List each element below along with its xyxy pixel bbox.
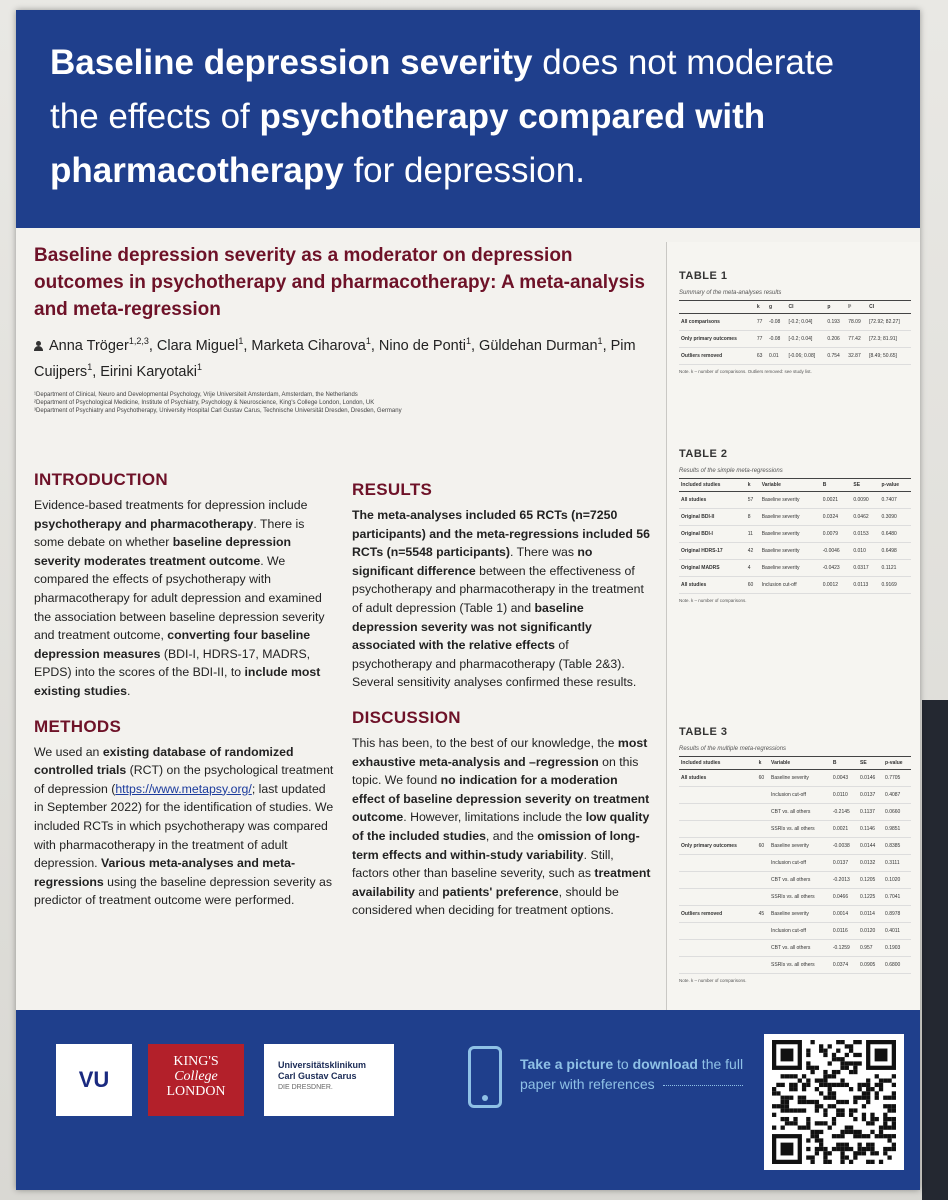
table-cell: 0.1137 — [858, 804, 883, 821]
table-cell: -0.2013 — [831, 872, 858, 889]
table-cell: 0.0905 — [858, 957, 883, 974]
table-cell: 0.0090 — [851, 492, 879, 509]
affiliation-line: ³Department of Psychiatry and Psychotherapy, University Hospital Carl Gustav Carus, Technische Universität Dresden, Dresden, Germany — [34, 407, 402, 414]
table-header-cell: Variable — [760, 479, 821, 492]
vu-logo: VU — [56, 1044, 132, 1116]
table-cell: Original HDRS-17 — [679, 543, 746, 560]
table-cell: 0.0116 — [831, 923, 858, 940]
table-cell: 0.0021 — [821, 492, 852, 509]
table-note: Note. k – number of comparisons. — [679, 598, 747, 603]
table-cell: 0.8385 — [883, 838, 911, 855]
table-cell: 45 — [757, 906, 769, 923]
table-cell: Baseline severity — [760, 526, 821, 543]
table-header-cell: k — [755, 301, 767, 314]
table-cell: Original BDI-II — [679, 509, 746, 526]
table-cell: 0.1121 — [880, 560, 911, 577]
author-name: Marketa Ciharova$^1$ — [251, 336, 371, 354]
cta-part-4: the full paper with references — [520, 1056, 744, 1092]
side-edge — [922, 700, 948, 1200]
title-fragment: does not moderate the effects of — [50, 43, 835, 136]
table-cell: Only primary outcomes — [679, 838, 757, 855]
kings-college-logo — [148, 1044, 244, 1116]
table-cell: 0.754 — [825, 348, 846, 365]
main-content — [34, 242, 656, 918]
data-table — [679, 300, 911, 365]
table-cell: 78.09 — [846, 314, 867, 331]
table-2 — [679, 448, 911, 604]
ukd-line-1: Universitätsklinikum — [278, 1060, 367, 1070]
methods-text: We used an existing database of randomized controlled trials (RCT) on the psychological treatment of depression (https://www.metapsy.org/; last updated in September 2022) for the identification of studies. We included RCTs in which psychotherapy was compared with pharmacotherapy in the treatment of adult depression. Various meta-analyses and meta-regressions using the baseline depression severity as predictor of treatment outcome were performed. — [34, 744, 334, 908]
table-label: TABLE 3 — [679, 726, 728, 738]
table-cell: 77 — [755, 314, 767, 331]
table-note: Note. k – number of comparisons. — [679, 978, 747, 983]
poster-title — [50, 36, 880, 198]
table-cell: 63 — [755, 348, 767, 365]
table-cell: Baseline severity — [769, 906, 831, 923]
table-cell — [679, 855, 757, 872]
table-cell: Baseline severity — [760, 509, 821, 526]
table-cell: [-0.2; 0.04] — [786, 314, 825, 331]
table-header-cell: B — [831, 757, 858, 770]
table-cell — [679, 804, 757, 821]
table-cell: 0.9851 — [883, 821, 911, 838]
table-cell: Original MADRS — [679, 560, 746, 577]
table-header-cell: Included studies — [679, 479, 746, 492]
table-cell — [757, 787, 769, 804]
table-cell — [757, 804, 769, 821]
table-cell — [679, 821, 757, 838]
table-cell: 0.0466 — [831, 889, 858, 906]
table-cell: SSRIs vs. all others — [769, 889, 831, 906]
table-header-cell: SE — [851, 479, 879, 492]
table-cell: 0.0079 — [821, 526, 852, 543]
table-cell: 0.0374 — [831, 957, 858, 974]
table-cell: All studies — [679, 770, 757, 787]
table-cell: 0.3111 — [883, 855, 911, 872]
smartphone-icon — [468, 1046, 502, 1108]
table-cell: 0.0324 — [821, 509, 852, 526]
table-cell: 0.0317 — [851, 560, 879, 577]
table-row — [679, 577, 911, 594]
author-name: Anna Tröger$^{1,2,3}$ — [49, 336, 149, 354]
table-cell: [8.49; 50.65] — [867, 348, 911, 365]
kcl-line-1: KING'S — [173, 1054, 219, 1069]
tables-panel — [666, 242, 920, 1010]
column-right — [352, 480, 652, 936]
table-row — [679, 804, 911, 821]
table-cell: 0.0153 — [851, 526, 879, 543]
table-row — [679, 838, 911, 855]
table-cell: 0.4011 — [883, 923, 911, 940]
table-row — [679, 492, 911, 509]
table-cell: 0.206 — [825, 331, 846, 348]
table-header-cell: CI — [786, 301, 825, 314]
table-cell: All studies — [679, 492, 746, 509]
table-cell: Baseline severity — [760, 560, 821, 577]
table-cell: -0.2145 — [831, 804, 858, 821]
table-row — [679, 560, 911, 577]
table-row — [679, 940, 911, 957]
table-cell — [679, 923, 757, 940]
table-cell: 0.193 — [825, 314, 846, 331]
qr-code-graphic — [770, 1040, 898, 1164]
table-header-cell: g — [767, 301, 787, 314]
table-cell: SSRIs vs. all others — [769, 957, 831, 974]
table-cell: 0.1205 — [858, 872, 883, 889]
table-cell: 0.0144 — [858, 838, 883, 855]
table-cell: -0.0046 — [821, 543, 852, 560]
table-cell: CBT vs. all others — [769, 940, 831, 957]
table-cell: [-0.2; 0.04] — [786, 331, 825, 348]
kcl-line-3: LONDON — [166, 1084, 226, 1099]
table-cell — [757, 940, 769, 957]
author-name: Clara Miguel$^1$ — [156, 336, 244, 354]
table-cell: 0.7041 — [883, 889, 911, 906]
table-cell — [757, 889, 769, 906]
introduction-text: Evidence-based treatments for depression include psychotherapy and pharmacotherapy. There is some debate on whether baseline depression severity moderates treatment outcome. We compared the effects of psychotherapy with pharmacotherapy for adult depression and examined the association between baseline depression severity and treatment outcome, converting four baseline depression measures (BDI-I, HDRS-17, MADRS, EPDS) into the scores of the BDI-II, to include most existing studies. — [34, 498, 325, 698]
table-cell: 0.7705 — [883, 770, 911, 787]
introduction-heading: INTRODUCTION — [34, 470, 168, 489]
table-3 — [679, 726, 911, 984]
table-row — [679, 855, 911, 872]
qr-code-icon[interactable] — [764, 1034, 904, 1170]
table-cell: 0.0012 — [821, 577, 852, 594]
table-cell: 4 — [746, 560, 760, 577]
cta-part-2: to — [613, 1056, 633, 1072]
table-cell: 0.0462 — [851, 509, 879, 526]
table-cell — [679, 872, 757, 889]
table-row — [679, 509, 911, 526]
table-row — [679, 331, 911, 348]
table-cell — [679, 957, 757, 974]
table-cell: 42 — [746, 543, 760, 560]
table-cell: Baseline severity — [769, 770, 831, 787]
table-cell: 0.01 — [767, 348, 787, 365]
table-cell: [-0.06; 0.08] — [786, 348, 825, 365]
table-label: TABLE 1 — [679, 270, 728, 282]
table-row — [679, 770, 911, 787]
table-cell — [757, 923, 769, 940]
table-cell: Baseline severity — [760, 492, 821, 509]
dotted-arrow — [663, 1085, 743, 1086]
results-heading: RESULTS — [352, 480, 433, 499]
discussion-heading: DISCUSSION — [352, 707, 461, 727]
table-cell: 0.0114 — [858, 906, 883, 923]
table-cell: 0.6800 — [883, 957, 911, 974]
table-cell: 0.0132 — [858, 855, 883, 872]
table-1 — [679, 270, 911, 375]
title-fragment: for depression. — [343, 151, 585, 190]
data-table — [679, 756, 911, 974]
table-cell — [757, 855, 769, 872]
table-cell: 0.6480 — [880, 526, 911, 543]
ukd-logo — [264, 1044, 394, 1116]
column-left — [34, 470, 334, 926]
kcl-line-2: College — [174, 1069, 218, 1084]
table-header-cell: p — [825, 301, 846, 314]
table-cell: 0.0021 — [831, 821, 858, 838]
table-cell — [679, 787, 757, 804]
table-note: Note. k – number of comparisons. Outliers removed: see study list. — [679, 369, 812, 374]
table-cell: CBT vs. all others — [769, 804, 831, 821]
title-fragment: psychotherapy compared with pharmacotherapy — [50, 97, 766, 190]
table-cell: SSRIs vs. all others — [769, 821, 831, 838]
table-label: TABLE 2 — [679, 448, 728, 460]
table-cell: 0.0110 — [831, 787, 858, 804]
table-row — [679, 787, 911, 804]
table-cell: -0.08 — [767, 314, 787, 331]
table-cell: [72.92; 82.27] — [867, 314, 911, 331]
table-cell: 0.0137 — [858, 787, 883, 804]
table-cell: 60 — [757, 838, 769, 855]
table-caption: Results of the simple meta-regressions — [679, 468, 783, 474]
table-row — [679, 526, 911, 543]
table-cell: 0.010 — [851, 543, 879, 560]
table-cell — [757, 957, 769, 974]
data-table — [679, 478, 911, 594]
table-row — [679, 889, 911, 906]
table-cell: 0.0120 — [858, 923, 883, 940]
author-name: Nino de Ponti$^1$ — [378, 336, 471, 354]
paper-subtitle: Baseline depression severity as a moderator on depression outcomes in psychotherapy and pharmacotherapy: A meta-analysis and meta-regression — [34, 245, 645, 320]
table-cell: Baseline severity — [769, 838, 831, 855]
table-row — [679, 957, 911, 974]
ukd-line-2: Carl Gustav Carus — [278, 1071, 357, 1081]
table-cell: All studies — [679, 577, 746, 594]
discussion-text: This has been, to the best of our knowledge, the most exhaustive meta-analysis and –regression on this topic. We found no indication for a moderation effect of baseline depression severity on treatment outcome. However, limitations include the low quality of the included studies, and the omission of long-term effects and within-study variability. Still, factors other than baseline severity, such as treatment availability and patients' preference, should be considered when deciding for treatment options. — [352, 735, 651, 918]
table-row — [679, 923, 911, 940]
table-cell: 0.1225 — [858, 889, 883, 906]
table-cell: 0.0146 — [858, 770, 883, 787]
table-cell: 0.7407 — [880, 492, 911, 509]
methods-heading: METHODS — [34, 716, 122, 736]
person-icon — [34, 341, 43, 351]
table-cell: 57 — [746, 492, 760, 509]
title-banner — [16, 10, 920, 228]
table-cell — [679, 940, 757, 957]
table-cell: 0.6498 — [880, 543, 911, 560]
table-cell: Inclusion cut-off — [769, 855, 831, 872]
table-cell: Baseline severity — [760, 543, 821, 560]
table-cell: Outliers removed — [679, 348, 755, 365]
table-cell: 0.0137 — [831, 855, 858, 872]
table-cell: Inclusion cut-off — [760, 577, 821, 594]
table-cell — [679, 889, 757, 906]
table-cell: -0.0038 — [831, 838, 858, 855]
author-name: Eirini Karyotaki$^1$ — [100, 361, 202, 380]
ukd-line-3: DIE DRESDNER. — [278, 1084, 333, 1091]
table-cell: Inclusion cut-off — [769, 923, 831, 940]
table-cell: 0.3090 — [880, 509, 911, 526]
title-fragment: Baseline depression severity — [50, 43, 533, 82]
author-list: Anna Tröger$^{1,2,3}$, Clara Miguel$^1$, Marketa Ciharova$^1$, Nino de Ponti$^1$, Güldehan Durman$^1$, Pim Cuijpers$^1$, Eirini Karyotaki$^1$ — [34, 336, 636, 380]
table-cell: 77.42 — [846, 331, 867, 348]
table-row — [679, 906, 911, 923]
table-cell: Original BDI-I — [679, 526, 746, 543]
results-text: The meta-analyses included 65 RCTs (n=7250 participants) and the meta-regressions included 56 RCTs (n=5548 participants). There was no significant difference between the effectiveness of psychotherapy and pharmacotherapy in the treatment of adult depression (Table 1) and baseline depression severity was not significantly associated with the relative effects of psychotherapy and pharmacotherapy (Table 2&3). Several sensitivity analyses confirmed these results. — [352, 508, 650, 690]
author-name: Güldehan Durman$^1$ — [479, 336, 603, 354]
table-cell: 0.0660 — [883, 804, 911, 821]
table-header-cell: I² — [846, 301, 867, 314]
affiliations — [34, 391, 656, 415]
table-header-cell: Included studies — [679, 757, 757, 770]
table-cell: CBT vs. all others — [769, 872, 831, 889]
footer-banner — [16, 1010, 920, 1190]
table-cell: 0.1020 — [883, 872, 911, 889]
table-cell: All comparisons — [679, 314, 755, 331]
table-header-cell: p-value — [883, 757, 911, 770]
table-row — [679, 543, 911, 560]
table-header-cell: Variable — [769, 757, 831, 770]
table-row — [679, 348, 911, 365]
table-cell: 0.1903 — [883, 940, 911, 957]
table-header-cell — [679, 301, 755, 314]
cta-part-3: download — [632, 1056, 698, 1072]
table-cell: -0.1259 — [831, 940, 858, 957]
table-cell — [757, 872, 769, 889]
table-cell: 0.0113 — [851, 577, 879, 594]
table-cell: 77 — [755, 331, 767, 348]
download-call-to-action — [520, 1054, 750, 1094]
table-header-cell: k — [746, 479, 760, 492]
table-caption: Summary of the meta-analyses results — [679, 290, 782, 296]
table-cell: 60 — [757, 770, 769, 787]
table-cell: 0.0014 — [831, 906, 858, 923]
table-cell: 0.1146 — [858, 821, 883, 838]
table-cell: 0.0043 — [831, 770, 858, 787]
table-cell: -0.08 — [767, 331, 787, 348]
table-cell: 0.4087 — [883, 787, 911, 804]
table-header-cell: p-value — [880, 479, 911, 492]
table-cell: -0.0423 — [821, 560, 852, 577]
table-row — [679, 821, 911, 838]
poster — [16, 10, 920, 1190]
table-header-cell: B — [821, 479, 852, 492]
table-cell — [757, 821, 769, 838]
table-cell: Inclusion cut-off — [769, 787, 831, 804]
table-cell: 0.9169 — [880, 577, 911, 594]
affiliation-line: ²Department of Psychological Medicine, Institute of Psychiatry, Psychology & Neuroscience, King's College London, London, UK — [34, 399, 375, 406]
table-cell: 60 — [746, 577, 760, 594]
table-caption: Results of the multiple meta-regressions — [679, 746, 787, 752]
table-cell: 0.957 — [858, 940, 883, 957]
table-header-cell: k — [757, 757, 769, 770]
table-cell: Only primary outcomes — [679, 331, 755, 348]
table-row — [679, 314, 911, 331]
author-name: Pim Cuijpers$^1$ — [34, 337, 636, 380]
table-header-cell: CI — [867, 301, 911, 314]
table-cell: [72.3; 81.91] — [867, 331, 911, 348]
table-header-cell: SE — [858, 757, 883, 770]
cta-part-1: Take a picture — [520, 1056, 614, 1072]
affiliation-line: ¹Department of Clinical, Neuro and Developmental Psychology, Vrije Universiteit Amsterdam, Amsterdam, the Netherlands — [34, 391, 358, 398]
table-cell: Outliers removed — [679, 906, 757, 923]
table-cell: 0.8978 — [883, 906, 911, 923]
table-row — [679, 872, 911, 889]
table-cell: 11 — [746, 526, 760, 543]
table-cell: 8 — [746, 509, 760, 526]
table-cell: 32.87 — [846, 348, 867, 365]
